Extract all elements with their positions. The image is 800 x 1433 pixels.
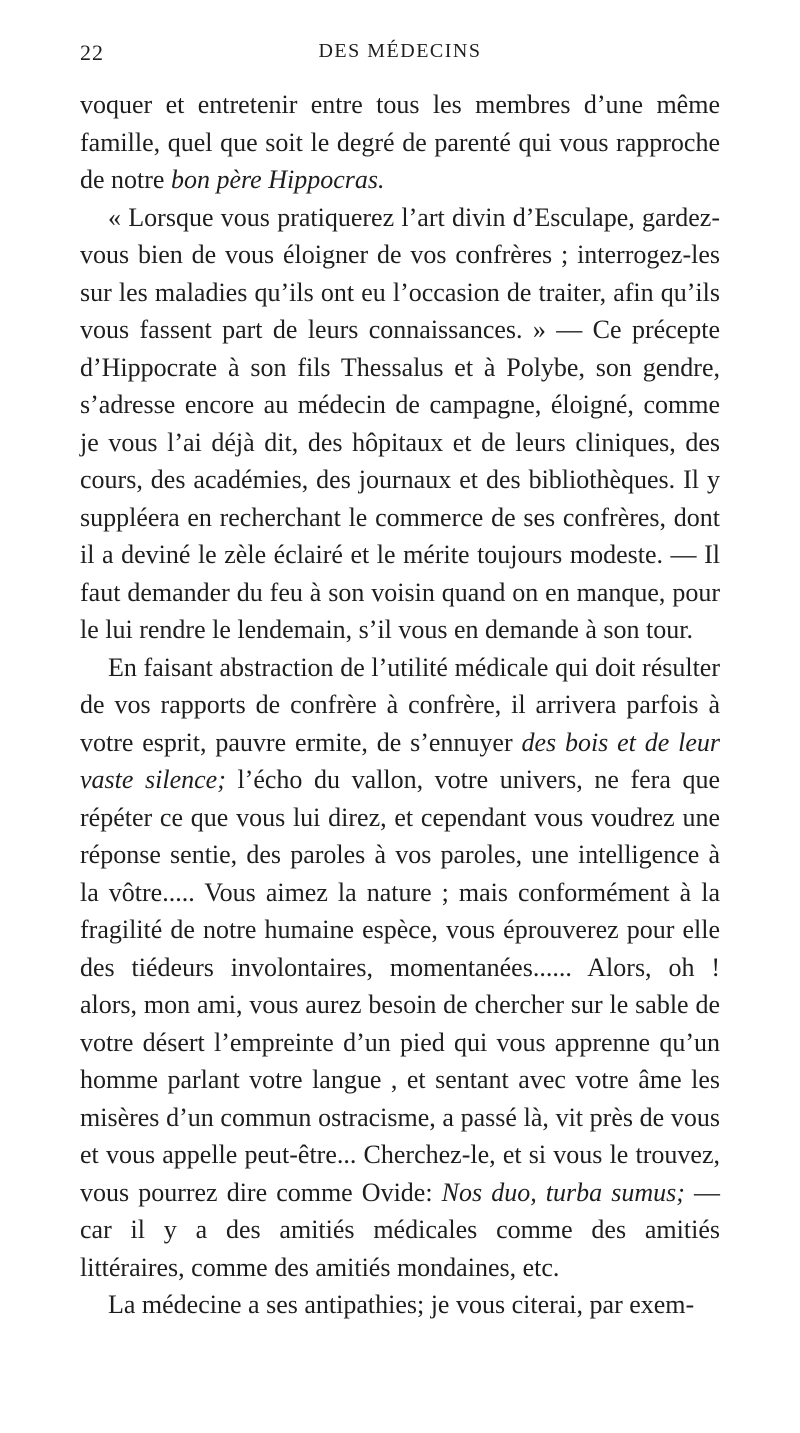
italic-run: bon père Hippocras.: [170, 165, 385, 194]
paragraph: [80, 649, 720, 1287]
body-text: [80, 86, 720, 1324]
running-title: DES MÉDECINS: [318, 40, 482, 62]
text-run: « Lorsque vous pratiquerez l’art divin d’Esculape, gardez-vous bien de vous éloigner de vos confrères ; interrogez-les sur les maladies qu’ils ont eu l’occasion de traiter, afin qu’ils vous fassent part de leurs connaissances. » — Ce précepte d’Hippocrate à son fils Thessalus et à Polybe, son gendre, s’adresse encore au médecin de campagne, éloigné, comme je vous l’ai déjà dit, des hôpitaux et de leurs cliniques, des cours, des académies, des journaux et des bibliothèques. Il y suppléera en recherchant le commerce de ses confrères, dont il a deviné le zèle éclairé et le mérite toujours modeste. — Il faut demander du feu à son voisin quand on en manque, pour le lui rendre le lendemain, s’il vous en demande à son tour.: [80, 202, 720, 644]
text-run: La médecine a ses antipathies; je vous citerai, par exem-: [108, 1290, 695, 1319]
paragraph: [80, 86, 720, 199]
text-run: En faisant abstraction de l’utilité médicale qui doit résulter de vos rapports de confrère à confrère, il arrivera parfois à votre esprit, pauvre ermite, de s’ennuyer: [80, 652, 720, 757]
text-run: voquer et entretenir entre tous les membres d’une même famille, quel que soit le degré de parenté qui vous rapproche de notre: [80, 90, 720, 194]
running-head: [80, 40, 720, 76]
text-run: l’écho du vallon, votre univers, ne fera que répéter ce que vous lui direz, et cependant vous voudrez une réponse sentie, des paroles à vos paroles, une intelligence à la vôtre..... Vous aimez la nature ; mais conformément à la fragilité de notre humaine espèce, vous éprouverez pour elle des tiédeurs involontaires, momentanées...... Alors, oh ! alors, mon ami, vous aurez besoin de chercher sur le sable de votre désert l’empreinte d’un pied qui vous apprenne qu’un homme parlant votre langue , et sentant avec votre âme les misères d’un commun ostracisme, a passé là, vit près de vous et vous appelle peut-être... Cherchez-le, et si vous le trouvez, vous pourrez dire comme Ovide:: [80, 765, 720, 1207]
book-page: [80, 40, 720, 1324]
italic-run: Nos duo, turba sumus;: [441, 1177, 685, 1207]
page-number: 22: [80, 40, 104, 65]
text-run: — car il y a des amitiés médicales comme des amitiés littéraires, comme des amitiés mondaines, etc.: [80, 1177, 720, 1282]
paragraph: [80, 199, 720, 649]
italic-run: des bois et de leur vaste silence;: [80, 727, 721, 794]
paragraph: [80, 1286, 720, 1324]
